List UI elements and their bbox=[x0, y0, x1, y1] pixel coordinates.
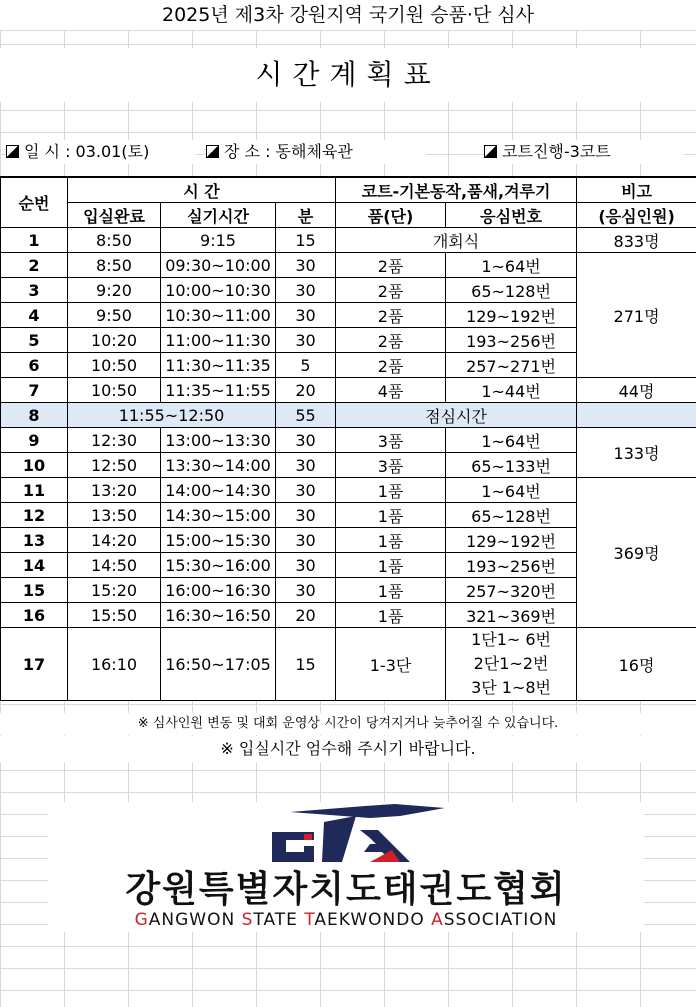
row-number-cell: 16 bbox=[1, 603, 68, 628]
checkin-cell: 10:50 bbox=[68, 378, 161, 403]
row-number-cell: 7 bbox=[1, 378, 68, 403]
info-date: 일 시 : 03.01(토) bbox=[6, 140, 196, 164]
practical-time-cell: 09:30~10:00 bbox=[161, 253, 276, 278]
row-number-cell: 1 bbox=[1, 228, 68, 253]
grade-cell: 1-3단 bbox=[336, 628, 446, 701]
grade-cell: 2품 bbox=[336, 303, 446, 328]
practical-time-cell: 15:30~16:00 bbox=[161, 553, 276, 578]
grade-cell: 1품 bbox=[336, 528, 446, 553]
table-row bbox=[1, 403, 696, 428]
association-name-english: GANGWON STATE TAEKWONDO ASSOCIATION bbox=[134, 910, 558, 930]
minutes-cell: 30 bbox=[276, 278, 336, 303]
checkin-cell: 9:50 bbox=[68, 303, 161, 328]
checkbox-mark-icon bbox=[206, 145, 219, 158]
row-number-cell: 5 bbox=[1, 328, 68, 353]
checkbox-mark-icon bbox=[484, 145, 497, 158]
grade-cell: 1품 bbox=[336, 603, 446, 628]
note-cell: 833명 bbox=[577, 228, 696, 253]
practical-time-cell: 11:00~11:30 bbox=[161, 328, 276, 353]
applicant-cell: 1~44번 bbox=[446, 378, 577, 403]
header-checkin: 입실완료 bbox=[68, 203, 161, 228]
row-number-cell: 6 bbox=[1, 353, 68, 378]
practical-time-cell: 14:30~15:00 bbox=[161, 503, 276, 528]
checkin-cell: 13:20 bbox=[68, 478, 161, 503]
grade-cell: 2품 bbox=[336, 253, 446, 278]
taekwondo-logo-icon bbox=[260, 804, 450, 866]
header-row-2 bbox=[1, 203, 696, 228]
header-no: 순번 bbox=[1, 177, 68, 228]
opening-ceremony-cell: 개회식 bbox=[336, 228, 577, 253]
header-min: 분 bbox=[276, 203, 336, 228]
minutes-cell: 20 bbox=[276, 378, 336, 403]
applicant-cell: 257~320번 bbox=[446, 578, 577, 603]
table-row bbox=[1, 628, 696, 701]
practical-time-cell: 10:00~10:30 bbox=[161, 278, 276, 303]
header-applicant: 응심번호 bbox=[446, 203, 577, 228]
document-title: 2025년 제3차 강원지역 국기원 승품·단 심사 bbox=[0, 0, 696, 31]
grade-cell: 4품 bbox=[336, 378, 446, 403]
applicant-cell: 65~133번 bbox=[446, 453, 577, 478]
applicant-cell: 1~64번 bbox=[446, 253, 577, 278]
minutes-cell: 20 bbox=[276, 603, 336, 628]
table-row bbox=[1, 428, 696, 453]
lunch-time-cell: 11:55~12:50 bbox=[68, 403, 276, 428]
grade-cell: 3품 bbox=[336, 428, 446, 453]
applicant-cell: 1~64번 bbox=[446, 478, 577, 503]
practical-time-cell: 16:00~16:30 bbox=[161, 578, 276, 603]
checkin-cell: 16:10 bbox=[68, 628, 161, 701]
applicant-cell: 193~256번 bbox=[446, 553, 577, 578]
practical-time-cell: 13:00~13:30 bbox=[161, 428, 276, 453]
schedule-table bbox=[0, 176, 696, 701]
minutes-cell: 55 bbox=[276, 403, 336, 428]
practical-time-cell: 11:35~11:55 bbox=[161, 378, 276, 403]
practical-time-cell: 16:50~17:05 bbox=[161, 628, 276, 701]
header-grade: 품(단) bbox=[336, 203, 446, 228]
note-cell: 369명 bbox=[577, 478, 696, 628]
minutes-cell: 30 bbox=[276, 428, 336, 453]
checkin-cell: 9:20 bbox=[68, 278, 161, 303]
row-number-cell: 17 bbox=[1, 628, 68, 701]
minutes-cell: 30 bbox=[276, 553, 336, 578]
table-row bbox=[1, 228, 696, 253]
checkin-cell: 8:50 bbox=[68, 253, 161, 278]
note-cell: 44명 bbox=[577, 378, 696, 403]
practical-time-cell: 15:00~15:30 bbox=[161, 528, 276, 553]
checkin-cell: 12:30 bbox=[68, 428, 161, 453]
minutes-cell: 30 bbox=[276, 328, 336, 353]
minutes-cell: 15 bbox=[276, 228, 336, 253]
practical-time-cell: 9:15 bbox=[161, 228, 276, 253]
applicant-cell: 193~256번 bbox=[446, 328, 577, 353]
lunch-label-cell: 점심시간 bbox=[336, 403, 577, 428]
header-row-1 bbox=[1, 177, 696, 203]
checkin-cell: 8:50 bbox=[68, 228, 161, 253]
applicant-cell: 129~192번 bbox=[446, 303, 577, 328]
grade-cell: 2품 bbox=[336, 278, 446, 303]
table-row bbox=[1, 378, 696, 403]
checkin-cell: 13:50 bbox=[68, 503, 161, 528]
info-venue: 장 소 : 동해체육관 bbox=[206, 140, 426, 164]
checkin-cell: 15:20 bbox=[68, 578, 161, 603]
grade-cell: 1품 bbox=[336, 503, 446, 528]
note-cell: 271명 bbox=[577, 253, 696, 378]
grade-cell: 1품 bbox=[336, 478, 446, 503]
grade-cell: 1품 bbox=[336, 553, 446, 578]
applicant-cell: 321~369번 bbox=[446, 603, 577, 628]
checkbox-mark-icon bbox=[6, 145, 19, 158]
practical-time-cell: 16:30~16:50 bbox=[161, 603, 276, 628]
minutes-cell: 30 bbox=[276, 253, 336, 278]
association-name: 강원특별자치도태권도협회 bbox=[125, 869, 567, 910]
minutes-cell: 30 bbox=[276, 478, 336, 503]
grade-cell: 1품 bbox=[336, 578, 446, 603]
checkin-cell: 15:50 bbox=[68, 603, 161, 628]
checkin-cell: 14:20 bbox=[68, 528, 161, 553]
row-number-cell: 4 bbox=[1, 303, 68, 328]
grade-cell: 2품 bbox=[336, 328, 446, 353]
notice-time-change: ※ 심사인원 변동 및 대회 운영상 시간이 당겨지거나 늦추어질 수 있습니다. bbox=[0, 713, 696, 735]
minutes-cell: 5 bbox=[276, 353, 336, 378]
row-number-cell: 12 bbox=[1, 503, 68, 528]
row-number-cell: 15 bbox=[1, 578, 68, 603]
info-court: 코트진행-3코트 bbox=[484, 140, 684, 164]
applicant-line: 2단1~2번 bbox=[473, 654, 549, 673]
checkin-cell: 10:20 bbox=[68, 328, 161, 353]
checkin-cell: 12:50 bbox=[68, 453, 161, 478]
row-number-cell: 8 bbox=[1, 403, 68, 428]
header-court: 코트-기본동작,품새,겨루기 bbox=[336, 177, 577, 203]
applicant-line: 3단 1~8번 bbox=[471, 678, 552, 697]
grade-cell: 3품 bbox=[336, 453, 446, 478]
row-number-cell: 14 bbox=[1, 553, 68, 578]
minutes-cell: 30 bbox=[276, 503, 336, 528]
row-number-cell: 2 bbox=[1, 253, 68, 278]
schedule-title: 시간계획표 bbox=[0, 48, 696, 102]
checkin-cell: 14:50 bbox=[68, 553, 161, 578]
practical-time-cell: 11:30~11:35 bbox=[161, 353, 276, 378]
row-number-cell: 9 bbox=[1, 428, 68, 453]
minutes-cell: 30 bbox=[276, 578, 336, 603]
applicant-cell: 65~128번 bbox=[446, 278, 577, 303]
note-cell: 133명 bbox=[577, 428, 696, 478]
minutes-cell: 30 bbox=[276, 453, 336, 478]
note-cell bbox=[577, 403, 696, 428]
header-note: 비고 bbox=[577, 177, 696, 203]
applicant-cell: 129~192번 bbox=[446, 528, 577, 553]
applicant-line: 1단1~ 6번 bbox=[471, 630, 552, 649]
applicant-cell: 65~128번 bbox=[446, 503, 577, 528]
checkin-cell: 10:50 bbox=[68, 353, 161, 378]
applicant-cell: 257~271번 bbox=[446, 353, 577, 378]
notice-checkin: ※ 입실시간 엄수해 주시기 바랍니다. bbox=[0, 736, 696, 762]
row-number-cell: 11 bbox=[1, 478, 68, 503]
row-number-cell: 13 bbox=[1, 528, 68, 553]
applicant-cell: 1~64번 bbox=[446, 428, 577, 453]
row-number-cell: 3 bbox=[1, 278, 68, 303]
minutes-cell: 30 bbox=[276, 303, 336, 328]
minutes-cell: 15 bbox=[276, 628, 336, 701]
table-row bbox=[1, 253, 696, 278]
minutes-cell: 30 bbox=[276, 528, 336, 553]
applicant-cell bbox=[446, 628, 577, 701]
practical-time-cell: 14:00~14:30 bbox=[161, 478, 276, 503]
header-practical: 실기시간 bbox=[161, 203, 276, 228]
header-note-sub: (응심인원) bbox=[577, 203, 696, 228]
header-time: 시 간 bbox=[68, 177, 336, 203]
row-number-cell: 10 bbox=[1, 453, 68, 478]
table-row bbox=[1, 478, 696, 503]
grade-cell: 2품 bbox=[336, 353, 446, 378]
practical-time-cell: 13:30~14:00 bbox=[161, 453, 276, 478]
practical-time-cell: 10:30~11:00 bbox=[161, 303, 276, 328]
note-cell: 16명 bbox=[577, 628, 696, 701]
